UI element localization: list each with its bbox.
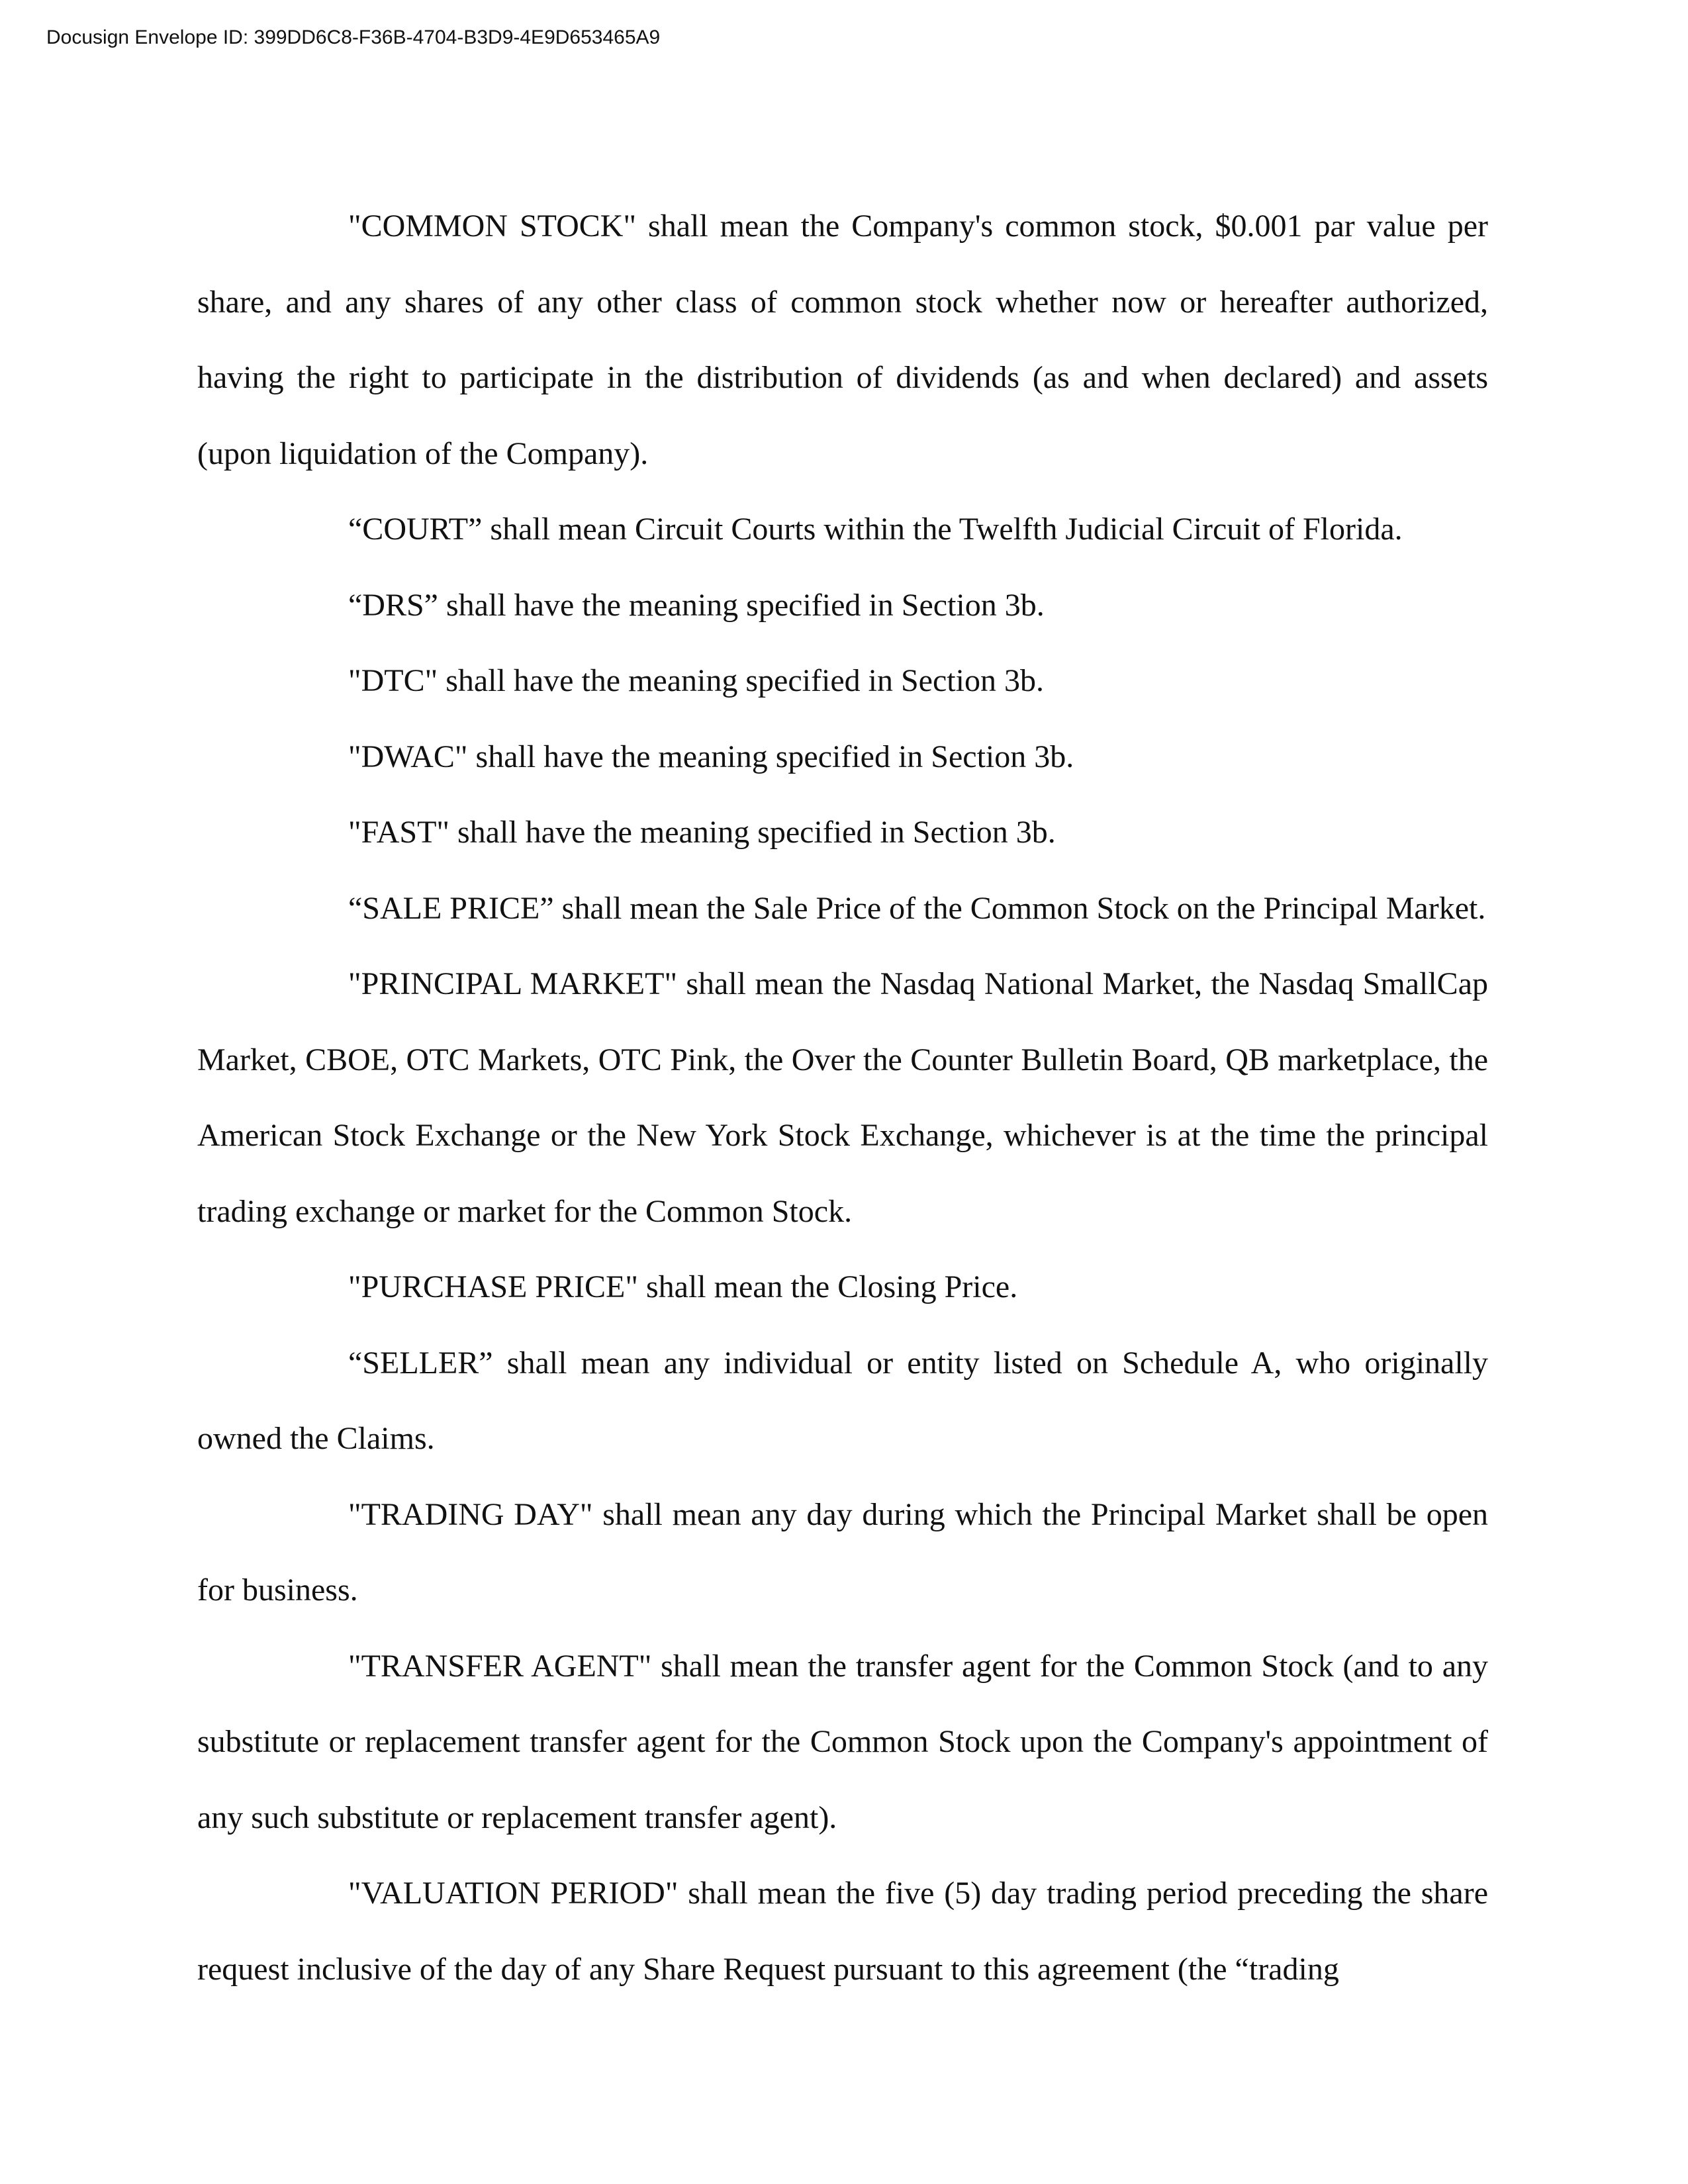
- definition-trading-day: "TRADING DAY" shall mean any day during which the Principal Market shall be open for business.: [197, 1496, 1488, 1608]
- definition-court: “COURT” shall mean Circuit Courts within the Twelfth Judicial Circuit of Florida.: [348, 512, 1403, 547]
- envelope-id-header: Docusign Envelope ID: 399DD6C8-F36B-4704-B3D9-4E9D653465A9: [46, 26, 661, 48]
- definition-common-stock: "COMMON STOCK" shall mean the Company's common stock, $0.001 par value per share, and any shares of any other class of common stock whether now or hereafter authorized, having the right to participate in the distribution of dividends (as and when declared) and assets (upon liquidation of the Company).: [197, 208, 1488, 471]
- definition-valuation-period: "VALUATION PERIOD" shall mean the five (5) day trading period preceding the share request inclusive of the day of any Share Request pursuant to this agreement (the “trading: [197, 1876, 1488, 1987]
- definition-drs: “DRS” shall have the meaning specified in Section 3b.: [348, 587, 1045, 623]
- definition-purchase-price: "PURCHASE PRICE" shall mean the Closing Price.: [348, 1269, 1018, 1304]
- document-body: [197, 189, 1488, 2007]
- definition-seller: “SELLER” shall mean any individual or entity listed on Schedule A, who originally owned the Claims.: [197, 1345, 1488, 1456]
- definition-sale-price: “SALE PRICE” shall mean the Sale Price of the Common Stock on the Principal Market.: [348, 890, 1486, 926]
- definition-fast: "FAST" shall have the meaning specified in Section 3b.: [348, 815, 1056, 850]
- definition-dtc: "DTC" shall have the meaning specified in Section 3b.: [348, 663, 1044, 698]
- definition-dwac: "DWAC" shall have the meaning specified in Section 3b.: [348, 739, 1074, 774]
- definition-transfer-agent: "TRANSFER AGENT" shall mean the transfer agent for the Common Stock (and to any substitute or replacement transfer agent for the Common Stock upon the Company's appointment of any such substitute or replacement transfer agent).: [197, 1648, 1488, 1835]
- definition-principal-market: "PRINCIPAL MARKET" shall mean the Nasdaq National Market, the Nasdaq SmallCap Market, CBOE, OTC Markets, OTC Pink, the Over the Counter Bulletin Board, QB marketplace, the American Stock Exchange or the New York Stock Exchange, whichever is at the time the principal trading exchange or market for the Common Stock.: [197, 966, 1488, 1229]
